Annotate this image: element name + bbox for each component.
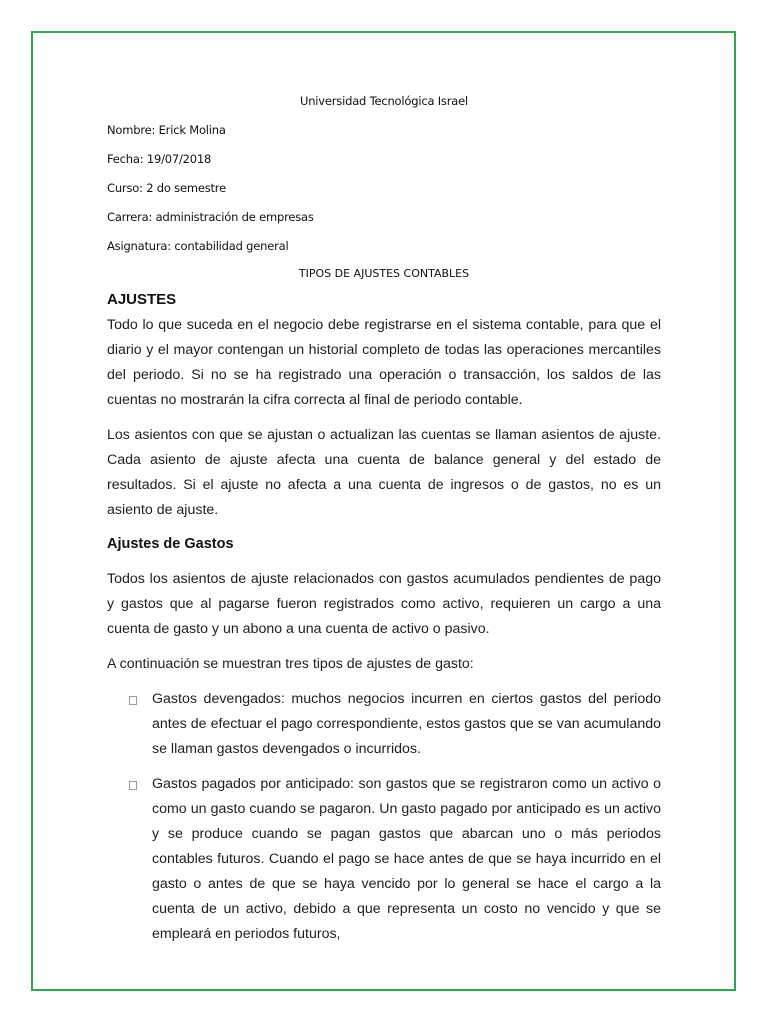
student-name: Nombre: Erick Molina	[107, 123, 226, 137]
bullet-box-icon	[129, 781, 137, 790]
list-item-text: Gastos pagados por anticipado: son gastos que se registraron como un activo o como un gasto cuando se pagaron. Un gasto pagado por anticipado es un activo y se produce cuando se pagan gastos que abarcan uno o más periodos contables futuros. Cuando el pago se hace antes de que se haya incurrido en el gasto o antes de que se haya vencido por lo general se hace el cargo a la cuenta de un activo, debido a que representa un costo no vencido y que se empleará en periodos futuros,	[152, 776, 661, 942]
subject-line: Asignatura: contabilidad general	[107, 239, 289, 253]
document-body	[107, 91, 661, 957]
course-line: Curso: 2 do semestre	[107, 181, 226, 195]
list-item	[107, 687, 661, 762]
document-title: TIPOS DE AJUSTES CONTABLES	[298, 267, 470, 280]
university-name: Universidad Tecnológica Israel	[300, 94, 468, 108]
paragraph: Todo lo que suceda en el negocio debe registrarse en el sistema contable, para que el diario y el mayor contengan un historial completo de todas las operaciones mercantiles del periodo. Si no se ha registrado una operación o transacción, los saldos de las cuentas no mostrarán la cifra correcta al final de periodo contable.	[107, 317, 661, 408]
paragraph: A continuación se muestran tres tipos de ajustes de gasto:	[107, 656, 474, 672]
section-heading-ajustes: AJUSTES	[107, 291, 177, 308]
paragraph: Todos los asientos de ajuste relacionados con gastos acumulados pendientes de pago y gastos que al pagarse fueron registrados como activo, requieren un cargo a una cuenta de gasto y un abono a una cuenta de activo o pasivo.	[107, 571, 661, 637]
section-heading-ajustes-gastos: Ajustes de Gastos	[107, 536, 234, 552]
date-line: Fecha: 19/07/2018	[107, 152, 212, 166]
paragraph: Los asientos con que se ajustan o actualizan las cuentas se llaman asientos de ajuste. Cada asiento de ajuste afecta una cuenta de balance general y del estado de resultados. Si el ajuste no afecta a una cuenta de ingresos o de gastos, no es un asiento de ajuste.	[107, 427, 661, 518]
career-line: Carrera: administración de empresas	[107, 210, 314, 224]
list-item	[107, 772, 661, 947]
bullet-list	[107, 687, 661, 947]
bullet-box-icon	[129, 696, 137, 705]
list-item-text: Gastos devengados: muchos negocios incurren en ciertos gastos del periodo antes de efectuar el pago correspondiente, estos gastos que se van acumulando se llaman gastos devengados o incurridos.	[152, 691, 661, 757]
